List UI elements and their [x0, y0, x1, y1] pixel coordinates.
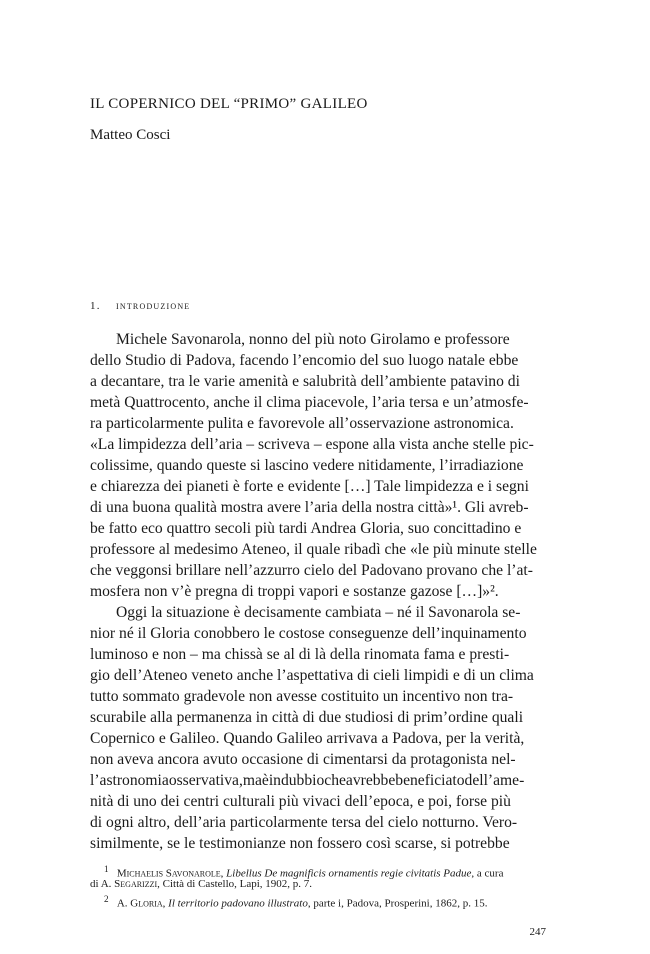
- body-line: l’astronomiaosservativa,maèindubbiocheavrebbebeneficiatodell’ame-: [90, 772, 525, 789]
- body-line: be fatto eco quattro secoli più tardi Andrea Gloria, suo concittadino e: [90, 520, 522, 537]
- body-line: scurabile alla permanenza in città di due studiosi di prim’ordine quali: [90, 709, 524, 726]
- page-number: 247: [529, 926, 546, 938]
- body-line: gio dell’Ateneo veneto anche l’aspettativa di cieli limpidi e di un clima: [90, 667, 534, 684]
- body-line: non aveva ancora avuto occasione di cimentarsi da protagonista nel-: [90, 751, 516, 768]
- body-line: che veggonsi brillare nell’azzurro cielo del Padovano provano che l’at-: [90, 562, 533, 579]
- body-line: ra particolarmente pulita e favorevole all’osservazione astronomica.: [90, 415, 514, 432]
- body-line: «La limpidezza dell’aria – scriveva – espone alla vista anche stelle pic-: [90, 436, 534, 453]
- body-line: di una buona qualità mostra avere l’aria della nostra città»¹. Gli avreb-: [90, 499, 529, 516]
- footnote-title: Il territorio padovano illustrato: [168, 897, 308, 910]
- body-line: di ogni altro, dell’aria particolarmente tersa del cielo notturno. Vero-: [90, 814, 518, 831]
- body-line: tutto sommato gradevole non avesse costituito un incentivo non tra-: [90, 688, 514, 705]
- body-line: colissime, quando queste si lascino vedere nitidamente, l’irradiazione: [90, 457, 524, 474]
- body-line: e chiarezza dei pianeti è forte e evidente […] Tale limpidezza e i segni: [90, 478, 529, 495]
- body-line: nità di uno dei centri culturali più vivaci dell’epoca, e poi, forse più: [90, 793, 511, 810]
- body-line: metà Quattrocento, anche il clima piacevole, l’aria tersa e un’atmosfe-: [90, 394, 529, 411]
- footnote-title: Libellus De magnificis ornamentis regie civitatis Padue: [226, 867, 472, 880]
- footnote-author: Michaelis Savonarole: [116, 867, 221, 880]
- footnote-mark: 2: [104, 894, 109, 904]
- footnote-author: Segarizzi: [114, 878, 158, 890]
- body-line: Michele Savonarola, nonno del più noto Girolamo e professore: [116, 331, 510, 348]
- footnote-1: $^1$ Michaelis Savonarole, Libellus De magnificis ornamentis regie civitatis Padue, a cura: [104, 864, 504, 880]
- footnote-2: $^2$ A. Gloria, Il territorio padovano illustrato, parte i, Padova, Prosperini, 1862, p. 15.: [104, 894, 488, 910]
- body-line: luminoso e non – ma chissà se al di là della rinomata fama e presti-: [90, 646, 510, 663]
- footnote-1-continued: [90, 877, 546, 892]
- section-heading: [90, 300, 190, 312]
- body-line: nior né il Gloria conobbero le costose conseguenze dell’inquinamento: [90, 625, 527, 642]
- footnote-text: , parte i, Padova, Prosperini, 1862, p. 15.: [307, 897, 488, 910]
- body-line: dello Studio di Padova, facendo l’encomio del suo luogo natale ebbe: [90, 352, 519, 369]
- author-name: Matteo Cosci: [90, 127, 171, 143]
- chapter-title: IL COPERNICO DEL “PRIMO” GALILEO: [90, 96, 368, 112]
- body-line: similmente, se le testimonianze non fossero così scarse, si potrebbe: [90, 835, 510, 852]
- section-title: introduzione: [116, 300, 191, 312]
- body-line: Copernico e Galileo. Quando Galileo arrivava a Padova, per la verità,: [90, 730, 525, 747]
- footnote-mark: 1: [104, 864, 109, 874]
- footnote-text: , Città di Castello, Lapi, 1902, p. 7.: [157, 878, 313, 890]
- footnote-author: A. Gloria: [116, 897, 163, 910]
- section-number: 1.: [90, 300, 101, 312]
- body-line: professore al medesimo Ateneo, il quale ribadì che «le più minute stelle: [90, 541, 537, 558]
- footnote-text: , a cura: [471, 867, 504, 880]
- footnote-text: di A.: [90, 878, 115, 890]
- body-line: a decantare, tra le varie amenità e salubrità dell’ambiente patavino di: [90, 373, 520, 390]
- body-line: mosfera non v’è pregna di troppi vapori e sostanze gazose […]»².: [90, 583, 499, 600]
- body-line: Oggi la situazione è decisamente cambiata – né il Savonarola se-: [116, 604, 521, 621]
